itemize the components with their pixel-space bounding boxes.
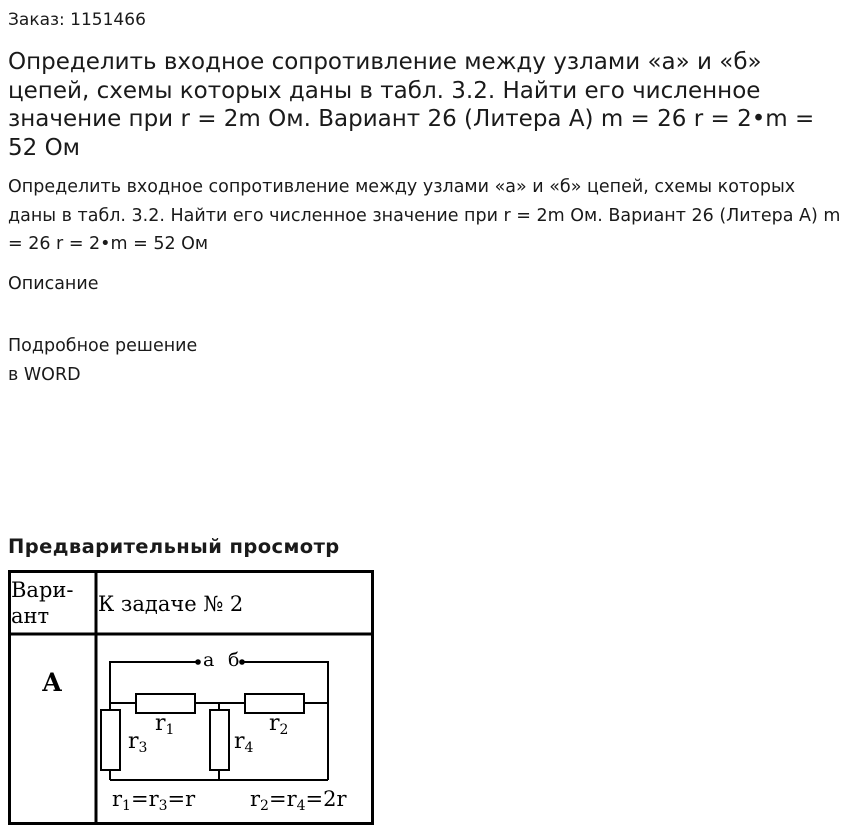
label-r4: r4 (234, 729, 254, 756)
preview-heading: Предварительный просмотр (8, 535, 340, 558)
relation-left: r1=r3=r (112, 787, 196, 814)
resistor-r3 (101, 710, 120, 770)
node-b-label: б (228, 649, 240, 671)
description-label: Описание (8, 274, 99, 294)
order-number: Заказ: 1151466 (8, 10, 146, 30)
label-r3: r3 (128, 729, 148, 756)
page-title: Определить входное сопротивление между узлами «а» и «б» цепей, схемы которых даны в табл. 3.2. Найти его численное значение при r = 2m Ом. Вариант 26 (Литера А) m = 26 r = 2•m = 52 Ом (8, 49, 815, 161)
resistor-r4 (210, 710, 229, 770)
header-variant-line2: ант (11, 604, 50, 628)
task-description: Определить входное сопротивление между узлами «а» и «б» цепей, схемы которых даны в табл. 3.2. Найти его численное значение при r = 2m Ом. Вариант 26 (Литера А) m = 26 r = 2•m = 52 Ом (8, 177, 841, 254)
preview-image (8, 570, 374, 825)
relation-right: r2=r4=2r (250, 787, 347, 814)
header-variant-line1: Вари- (11, 578, 74, 602)
variant-letter: А (41, 668, 63, 697)
node-a-label: а (203, 649, 215, 671)
preview-table-figure (8, 570, 374, 825)
solution-line-2: в WORD (8, 365, 81, 385)
wire-top-right (242, 662, 328, 780)
node-a-dot (195, 659, 201, 665)
label-r1: r1 (155, 711, 175, 738)
node-b-dot (239, 659, 245, 665)
label-r2: r2 (269, 711, 289, 738)
solution-line-1: Подробное решение (8, 336, 198, 356)
header-task: К задаче № 2 (98, 592, 244, 616)
